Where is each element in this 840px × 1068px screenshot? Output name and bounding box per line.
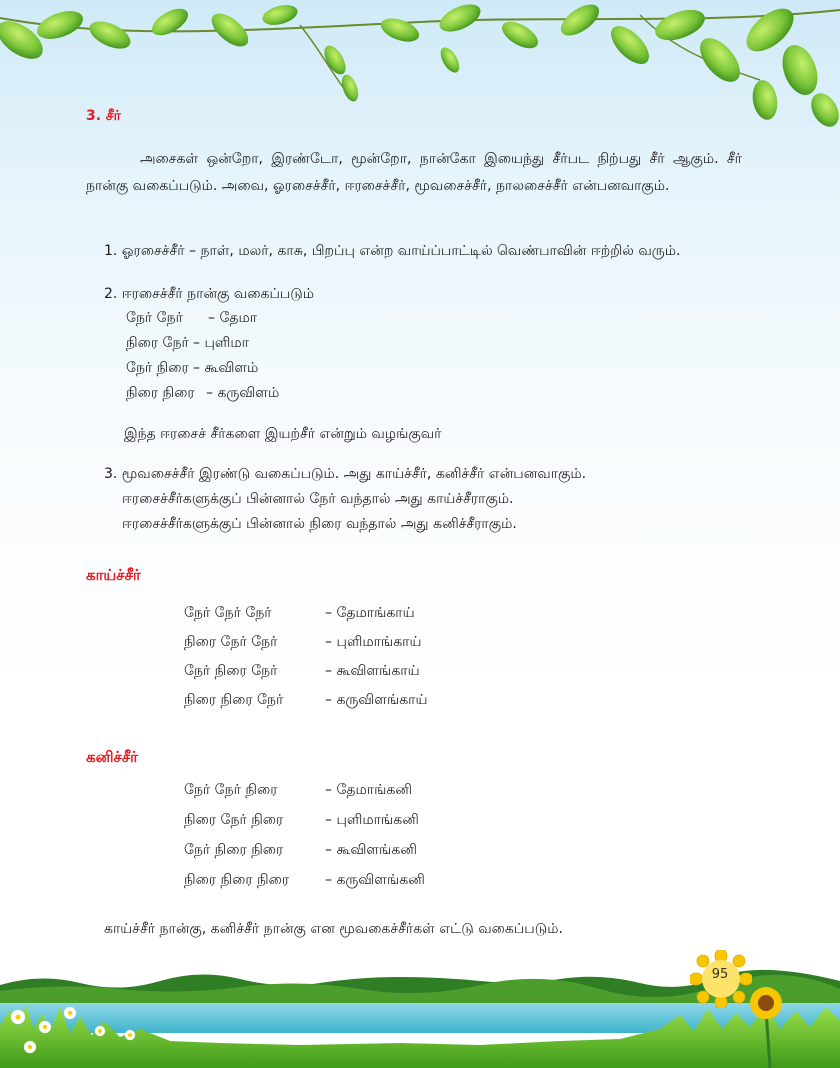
leaves-decoration [0, 0, 840, 135]
eerasai-pattern: நிரை நிரை [126, 385, 195, 401]
kani-pattern: நேர் நிரை நிரை [184, 842, 284, 858]
section-title: 3. சீர் [86, 108, 121, 124]
kani-name: – புளிமாங்கனி [325, 812, 419, 828]
item-3-line: 3. மூவசைச்சீர் இரண்டு வகைப்படும். அது காய்ச்சீர், கனிச்சீர் என்பனவாகும். [104, 466, 587, 482]
item-1-text: 1. ஓரசைச்சீர் – நாள், மலர், காசு, பிறப்பு என்ற வாய்ப்பாட்டில் வெண்பாவின் ஈற்றில் வரும். [104, 243, 681, 259]
kani-name: – தேமாங்கனி [325, 782, 413, 798]
kani-pattern: நேர் நேர் நிரை [184, 782, 278, 798]
item-2-heading: 2. ஈரசைச்சீர் நான்கு வகைப்படும் [104, 286, 315, 302]
kaai-pattern: நிரை நிரை நேர் [184, 692, 284, 708]
intro-paragraph: அசைகள் ஒன்றோ, இரண்டோ, மூன்றோ, நான்கோ இயைந்து சீர்பட நிற்பது சீர் ஆகும். சீர் நான்கு வகைப்படும். அவை, ஓரசைச்சீர், ஈரசைச்சீர், மூவசைச்சீர், நாலசைச்சீர் என்பனவாகும். [86, 151, 742, 194]
kani-pattern: நிரை நேர் நிரை [184, 812, 284, 828]
page-number: 95 [711, 967, 729, 982]
conclusion-text: காய்ச்சீர் நான்கு, கனிச்சீர் நான்கு என மூவகைச்சீர்கள் எட்டு வகைப்படும். [104, 921, 563, 937]
kaai-pattern: நிரை நேர் நேர் [184, 634, 278, 650]
eerasai-pattern: நேர் நிரை [126, 360, 189, 376]
eerasai-name: – கருவிளம் [206, 385, 280, 401]
eerasai-pattern: நேர் நேர் [126, 310, 183, 326]
eerasai-name: – புளிமா [193, 335, 249, 351]
kaai-name: – கூவிளங்காய் [325, 663, 420, 679]
kani-name: – கருவிளங்கனி [325, 872, 425, 888]
kaai-pattern: நேர் நேர் நேர் [184, 605, 272, 621]
eerasai-pattern: நிரை நேர் [126, 335, 189, 351]
kaai-pattern: நேர் நிரை நேர் [184, 663, 278, 679]
kaai-heading: காய்ச்சீர் [86, 566, 141, 584]
eerasai-name: – தேமா [208, 310, 258, 326]
iyarseer-note: இந்த ஈரசைச் சீர்களை இயற்சீர் என்றும் வழங்குவர் [124, 426, 442, 442]
kani-pattern: நிரை நிரை நிரை [184, 872, 290, 888]
kaai-name: – தேமாங்காய் [325, 605, 415, 621]
item-3-line: ஈரசைச்சீர்களுக்குப் பின்னால் நிரை வந்தால் அது கனிச்சீராகும். [122, 516, 517, 532]
kani-name: – கூவிளங்கனி [325, 842, 418, 858]
item-3-line: ஈரசைச்சீர்களுக்குப் பின்னால் நேர் வந்தால் அது காய்ச்சீராகும். [122, 491, 514, 507]
kaai-name: – புளிமாங்காய் [325, 634, 422, 650]
eerasai-name: – கூவிளம் [193, 360, 259, 376]
kaai-name: – கருவிளங்காய் [325, 692, 428, 708]
kani-heading: கனிச்சீர் [86, 748, 138, 766]
